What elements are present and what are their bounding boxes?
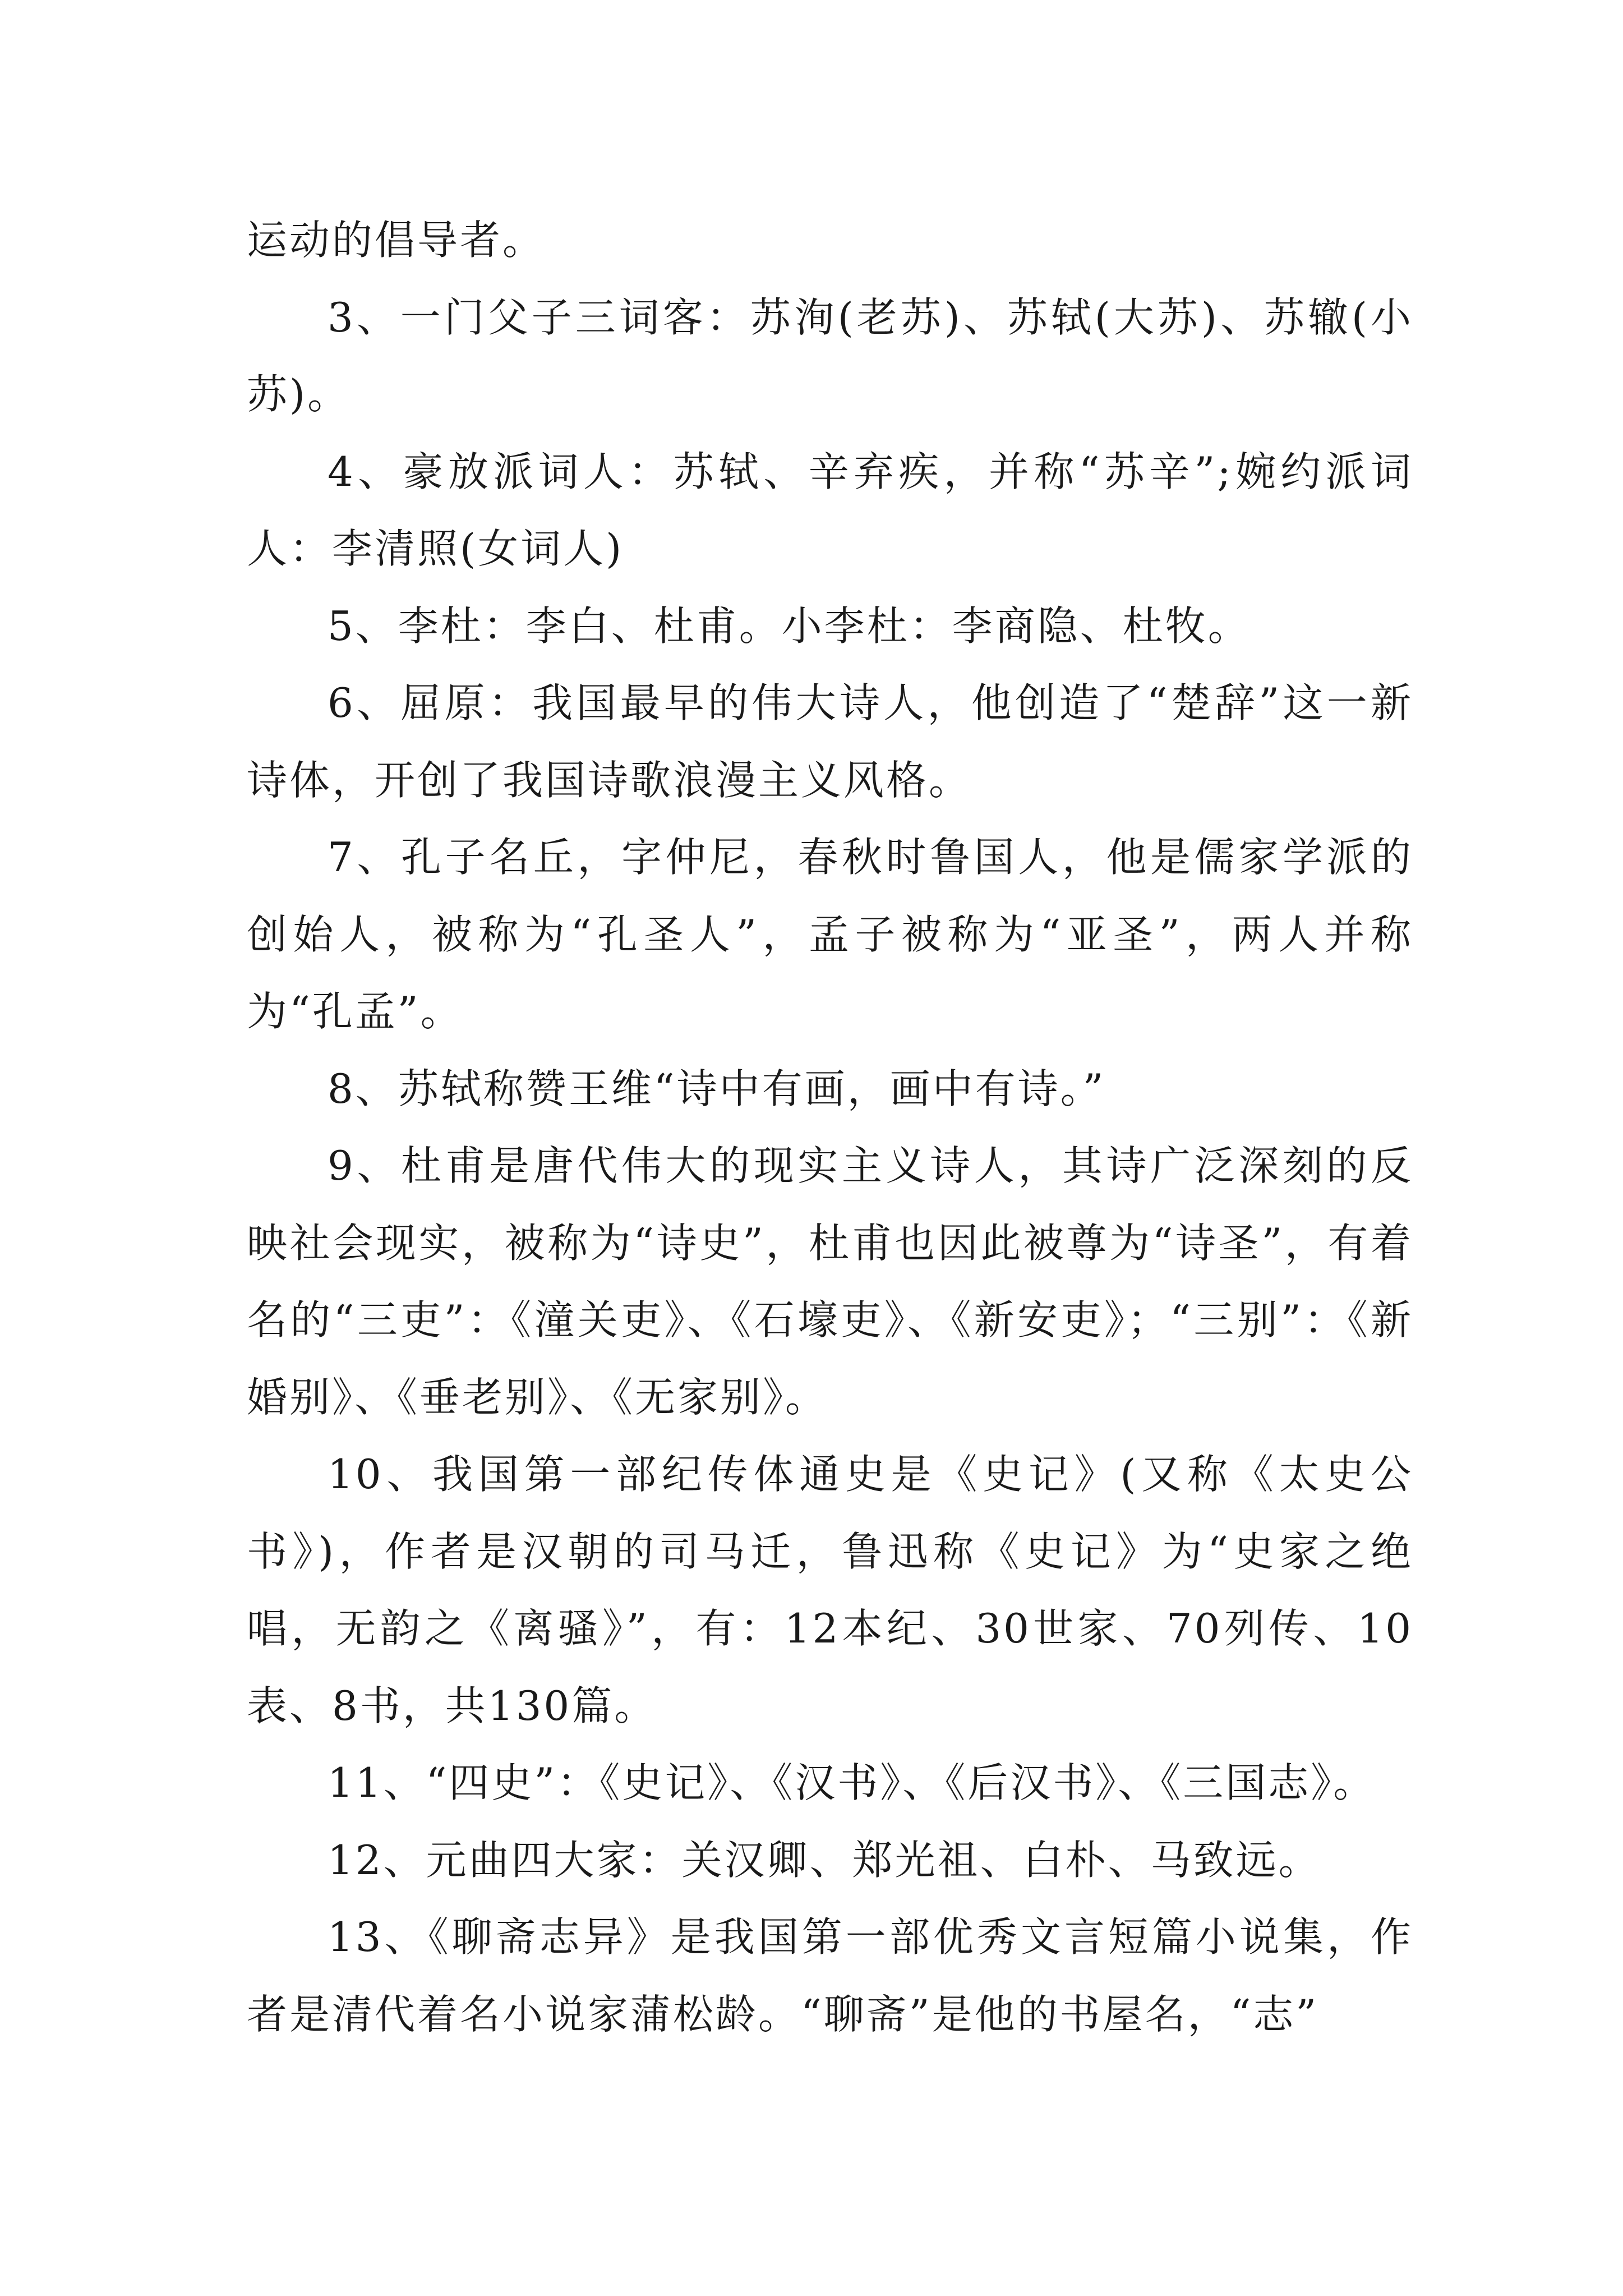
body-text [247, 202, 1413, 2053]
paragraph-continuation: 运动的倡导者。 [247, 217, 546, 264]
paragraph-item-5: 5、李杜：李白、杜甫。小李杜：李商隐、杜牧。 [328, 602, 1251, 650]
paragraph-item-11: 11、“四史”：《史记》、《汉书》、《后汉书》、《三国志》。 [328, 1759, 1376, 1806]
paragraph-item-6: 6、屈原：我国最早的伟大诗人，他创造了“楚辞”这一新诗体，开创了我国诗歌浪漫主义风格。 [247, 679, 1413, 804]
paragraph-item-9: 9、杜甫是唐代伟大的现实主义诗人，其诗广泛深刻的反映社会现实，被称为“诗史”，杜甫也因此被尊为“诗圣”，有着名的“三吏”：《潼关吏》、《石壕吏》、《新安吏》；“三别”：《新婚别》、《垂老别》、《无家别》。 [247, 1142, 1413, 1421]
paragraph-item-8: 8、苏轼称赞王维“诗中有画，画中有诗。” [328, 1065, 1106, 1112]
paragraph-item-13: 13、《聊斋志异》是我国第一部优秀文言短篇小说集，作者是清代着名小说家蒲松龄。“聊斋”是他的书屋名，“志” [247, 1913, 1413, 2038]
paragraph-item-4: 4、豪放派词人：苏轼、辛弃疾，并称“苏辛”;婉约派词人：李清照(女词人) [247, 448, 1413, 572]
paragraph-item-10: 10、我国第一部纪传体通史是《史记》(又称《太史公书》)，作者是汉朝的司马迁，鲁迅称《史记》为“史家之绝唱，无韵之《离骚》”，有：12本纪、30世家、70列传、10表、8书，共130篇。 [247, 1451, 1413, 1729]
paragraph-item-7: 7、孔子名丘，字仲尼，春秋时鲁国人，他是儒家学派的创始人，被称为“孔圣人”，孟子被称为“亚圣”，两人并称为“孔孟”。 [247, 834, 1413, 1035]
paragraph-item-3: 3、一门父子三词客：苏洵(老苏)、苏轼(大苏)、苏辙(小苏)。 [247, 293, 1413, 418]
paragraph-item-12: 12、元曲四大家：关汉卿、郑光祖、白朴、马致远。 [328, 1836, 1321, 1884]
